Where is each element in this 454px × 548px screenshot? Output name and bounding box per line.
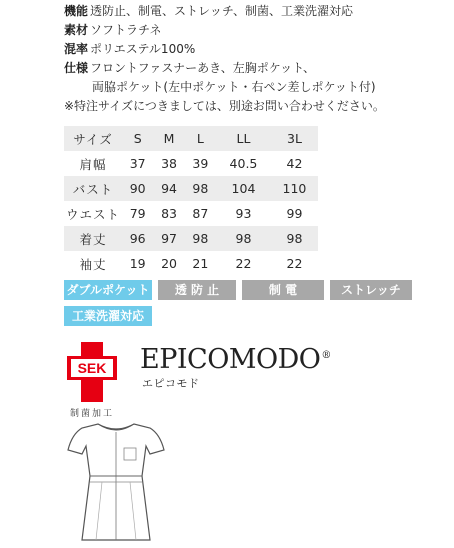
- table-cell: 83: [161, 206, 177, 221]
- spec-row-spec: [64, 59, 452, 78]
- brand-kana: エピコモド: [142, 377, 200, 390]
- table-cell: 37: [129, 156, 146, 171]
- row-label: バスト: [64, 176, 122, 201]
- spec-label: 混率: [64, 42, 89, 56]
- table-cell: 22: [235, 256, 252, 271]
- size-header-cell: LL: [216, 126, 271, 151]
- brand-logo: [140, 344, 331, 375]
- size-header-cell: M: [153, 126, 184, 151]
- spec-continuation: [64, 78, 452, 97]
- table-cell: 40.5: [229, 156, 258, 171]
- row-label: 肩幅: [79, 156, 107, 172]
- table-cell: 104: [216, 176, 271, 201]
- table-cell: 19: [129, 256, 146, 271]
- table-cell: 21: [192, 256, 209, 271]
- table-cell: 98: [271, 226, 318, 251]
- size-header-label: サイズ: [64, 126, 122, 151]
- table-cell: 87: [192, 206, 209, 221]
- table-row: [64, 201, 318, 226]
- spec-label: 素材: [64, 23, 89, 37]
- spec-row-material: [64, 21, 452, 40]
- table-cell: 98: [216, 226, 271, 251]
- dress-icon: [64, 420, 168, 544]
- badge-anti-see-through: 透 防 止: [158, 280, 236, 300]
- table-row: [64, 226, 318, 251]
- sek-cross-icon: [66, 342, 118, 406]
- size-header-row: [64, 126, 318, 151]
- table-row: [64, 151, 318, 176]
- table-cell: 110: [271, 176, 318, 201]
- sek-mark-text: SEK: [77, 360, 107, 376]
- badge-industrial-wash: 工業洗濯対応: [64, 306, 152, 326]
- table-cell: 98: [185, 226, 216, 251]
- certification-logos: [66, 342, 331, 422]
- spec-value: ポリエステル100%: [90, 42, 196, 56]
- note-text: ※特注サイズにつきましては、別途お問い合わせください。: [64, 99, 385, 113]
- spec-row-blend: [64, 40, 452, 59]
- spec-value: 透防止、制電、ストレッチ、制菌、工業洗濯対応: [90, 4, 354, 18]
- garment-illustration: [64, 420, 168, 544]
- size-header-cell: 3L: [271, 126, 318, 151]
- spec-row-function: [64, 2, 452, 21]
- table-row: [64, 251, 318, 276]
- spec-value: フロントファスナーあき、左胸ポケット、: [90, 61, 316, 75]
- brand-name: EPICOMODO: [140, 344, 321, 375]
- custom-size-note: [64, 97, 452, 116]
- row-label: ウエスト: [65, 206, 120, 222]
- size-header-cell: L: [185, 126, 216, 151]
- badge-stretch: ストレッチ: [330, 280, 412, 300]
- table-cell: 79: [129, 206, 146, 221]
- table-cell: 42: [286, 156, 303, 171]
- table-cell: 90: [122, 176, 153, 201]
- table-cell: 96: [122, 226, 153, 251]
- table-cell: 39: [192, 156, 209, 171]
- sek-caption: 制菌加工: [69, 409, 114, 419]
- badge-double-pocket: ダブルポケット: [64, 280, 152, 300]
- spec-label: 機能: [64, 4, 89, 18]
- table-cell: 22: [286, 256, 303, 271]
- row-label: 袖丈: [79, 256, 107, 272]
- table-cell: 38: [161, 156, 177, 171]
- spec-label: 仕様: [64, 61, 89, 75]
- sek-logo: [66, 342, 118, 422]
- row-label: 着丈: [64, 226, 122, 251]
- table-row: [64, 176, 318, 201]
- badge-antistatic: 制 電: [242, 280, 324, 300]
- table-cell: 97: [153, 226, 184, 251]
- spec-list: [64, 2, 452, 116]
- feature-badges: [64, 280, 412, 332]
- table-cell: 94: [153, 176, 184, 201]
- table-cell: 99: [286, 206, 303, 221]
- spec-value: ソフトラチネ: [90, 23, 162, 37]
- table-cell: 98: [185, 176, 216, 201]
- size-header-cell: S: [122, 126, 153, 151]
- spec-value: 両脇ポケット(左中ポケット・右ペン差しポケット付): [92, 80, 376, 94]
- table-cell: 20: [161, 256, 177, 271]
- brand-registered-mark: ®: [321, 350, 331, 361]
- table-cell: 93: [235, 206, 252, 221]
- size-table: [64, 126, 318, 276]
